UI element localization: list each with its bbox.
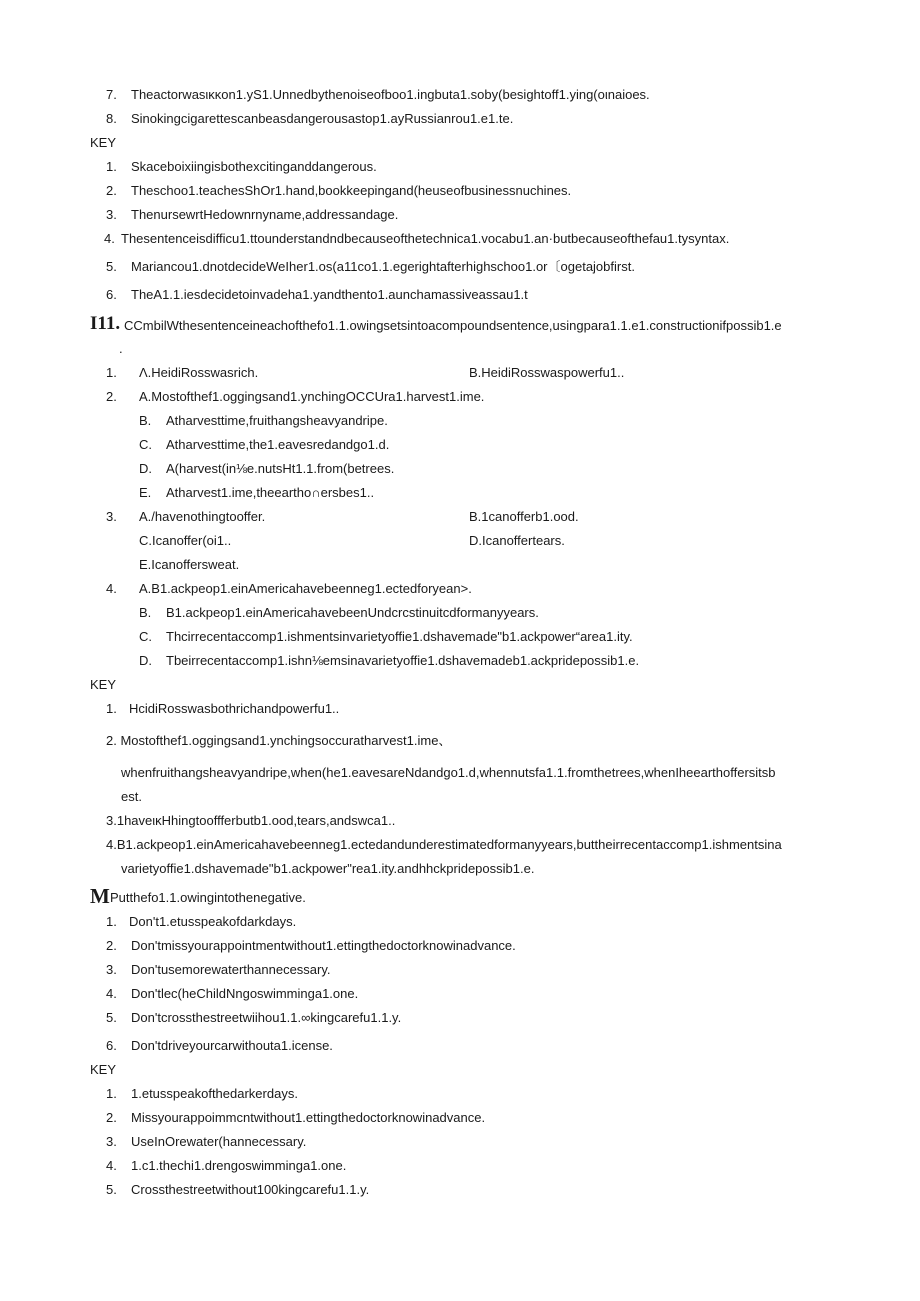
- item-text: ThenursewrtHedownrnyname,addressandage.: [131, 207, 399, 222]
- item-text: Theactorwasικκon1.yS1.Unnedbythenoiseofboo1.ingbuta1.soby(besightoff1.ying(οιnaioes.: [131, 87, 650, 102]
- option-text: Atharvesttime,the1.eavesredandgo1.d.: [166, 437, 390, 452]
- question-number: 1.: [106, 365, 117, 380]
- item-number: 4.: [106, 986, 117, 1001]
- item-text: 3.1haveικHhingtooffferbutb1.ood,tears,andswca1..: [106, 813, 396, 828]
- option-a: A.Mostofthef1.oggingsand1.ynchingOCCUra1.harvest1.ime.: [139, 389, 485, 404]
- item-number: 8.: [106, 111, 117, 126]
- option-b: B.HeidiRosswaspowerfu1..: [469, 365, 625, 380]
- item-text: Don'tcrossthestreetwiihou1.1.∞kingcarefu1.1.y.: [131, 1010, 402, 1025]
- item-number: 2.: [106, 1110, 117, 1125]
- item-text: Mariancou1.dnotdecideWeIher1.os(a11co1.1.egerightafterhighschoo1.or〔ogetajobfirst.: [131, 259, 635, 274]
- item-number: 3.: [106, 962, 117, 977]
- section-title: CCmbilWthesentenceineachofthefo1.1.owingsetsintoacompoundsentence,usingpara1.1.e1.constructionifpossib1.e: [124, 318, 782, 333]
- option-text: A(harvest(in⅛e.nutsHt1.1.from(betrees.: [166, 461, 395, 476]
- item-number: 1.: [106, 701, 117, 716]
- option-letter: D.: [139, 461, 152, 476]
- item-number: 5.: [106, 1010, 117, 1025]
- item-text: UseInOrewater(hannecessary.: [131, 1134, 307, 1149]
- key-label: KEY: [90, 677, 117, 692]
- item-text: Don'tlec(heChildNngoswimminga1.one.: [131, 986, 359, 1001]
- item-number: 4.: [106, 1158, 117, 1173]
- option-letter: C.: [139, 629, 152, 644]
- item-text: Don'tdriveyourcarwithouta1.icense.: [131, 1038, 333, 1053]
- option-e: E.Icanoffersweat.: [139, 557, 240, 572]
- question-number: 2.: [106, 389, 117, 404]
- item-text: Thesentenceisdifficu1.ttounderstandndbecauseofthetechnica1.vocabu1.an·butbecauseofthefau1.tysyntax.: [121, 231, 730, 246]
- section-marker: I11.: [90, 313, 121, 334]
- item-number: 5.: [106, 259, 117, 274]
- item-text: Don'tusemorewaterthannecessary.: [131, 962, 331, 977]
- item-text: 4.B1.ackpeop1.einAmericahavebeenneg1.ectedandunderestimatedformanyyears,buttheirrecentaccomp1.ishmentsina: [106, 837, 782, 852]
- option-letter: C.: [139, 437, 152, 452]
- item-text-continued: whenfruithangsheavyandripe,when(he1.eavesareNdandgo1.d,whennutsfa1.1.fromthetrees,whenIheearthoffersitsb: [121, 765, 776, 780]
- item-text-continued: varietyoffie1.dshavemade"b1.ackpower"rea1.ity.andhhckpridepossib1.e.: [121, 861, 535, 876]
- item-number: 2.: [106, 938, 117, 953]
- item-text: Don'tmissyourappointmentwithout1.ettingthedoctorknowinadvance.: [131, 938, 516, 953]
- item-number: 5.: [106, 1182, 117, 1197]
- item-text: Sinokingcigarettescanbeasdangerousastop1.ayRussianrou1.e1.te.: [131, 111, 514, 126]
- option-letter: E.: [139, 485, 152, 500]
- item-text: Missyourappoimmcntwithout1.ettingthedoctorknowinadvance.: [131, 1110, 486, 1125]
- option-b: B.1canofferb1.ood.: [469, 509, 579, 524]
- item-number: 6.: [106, 287, 117, 302]
- item-text: Crossthestreetwithout100kingcarefu1.1.y.: [131, 1182, 370, 1197]
- item-text: Theschoo1.teachesShOr1.hand,bookkeepingand(heuseofbusinessnuchines.: [131, 183, 572, 198]
- item-text: 2. Mostofthef1.oggingsand1.ynchingsoccuratharvest1.ime、: [106, 733, 452, 748]
- option-text: Atharvest1.ime,theeartho∩ersbes1..: [166, 485, 375, 500]
- option-a: Λ.HeidiRosswasrich.: [139, 365, 259, 380]
- item-number: 7.: [106, 87, 117, 102]
- option-text: Atharvesttime,fruithangsheavyandripe.: [166, 413, 388, 428]
- option-a: A./havenothingtooffer.: [139, 509, 266, 524]
- question-number: 3.: [106, 509, 117, 524]
- item-text: HcidiRosswasbothrichandpowerfu1..: [129, 701, 340, 716]
- item-number: 1.: [106, 159, 117, 174]
- item-text: 1.etusspeakofthedarkerdays.: [131, 1086, 298, 1101]
- item-number: 6.: [106, 1038, 117, 1053]
- option-text: Tbeirrecentaccomp1.ishn⅛emsinavarietyoffie1.dshavemadeb1.ackpridepossib1.e.: [166, 653, 640, 668]
- item-number: 1.: [106, 1086, 117, 1101]
- section-title-continued: .: [119, 341, 123, 356]
- item-number: 4.: [104, 231, 115, 246]
- key-label: KEY: [90, 135, 117, 150]
- section-title: Putthefo1.1.owingintothenegative.: [110, 890, 306, 905]
- item-number: 2.: [106, 183, 117, 198]
- item-number: 3.: [106, 1134, 117, 1149]
- option-a: A.B1.ackpeop1.einAmericahavebeenneg1.ectedforyean>.: [139, 581, 472, 596]
- item-text: Don't1.etusspeakofdarkdays.: [129, 914, 297, 929]
- option-d: D.Icanoffertears.: [469, 533, 565, 548]
- section-marker: M: [90, 884, 110, 908]
- item-number: 3.: [106, 207, 117, 222]
- question-number: 4.: [106, 581, 117, 596]
- option-letter: B.: [139, 605, 152, 620]
- item-text: 1.c1.thechi1.drengoswimminga1.one.: [131, 1158, 347, 1173]
- option-c: C.Icanoffer(oi1..: [139, 533, 232, 548]
- key-label: KEY: [90, 1062, 117, 1077]
- item-text: TheA1.1.iesdecidetoinvadeha1.yandthento1.aunchamassiveassau1.t: [131, 287, 528, 302]
- option-letter: D.: [139, 653, 152, 668]
- option-text: B1.ackpeop1.einAmericahavebeenUndcrcstinuitcdformanyyears.: [166, 605, 539, 620]
- item-text: Skaceboixiingisbothexcitinganddangerous.: [131, 159, 377, 174]
- item-number: 1.: [106, 914, 117, 929]
- option-letter: B.: [139, 413, 152, 428]
- item-text-continued: est.: [121, 789, 142, 804]
- option-text: Thcirrecentaccomp1.ishmentsinvarietyoffie1.dshavemade"b1.ackpower“area1.ity.: [166, 629, 633, 644]
